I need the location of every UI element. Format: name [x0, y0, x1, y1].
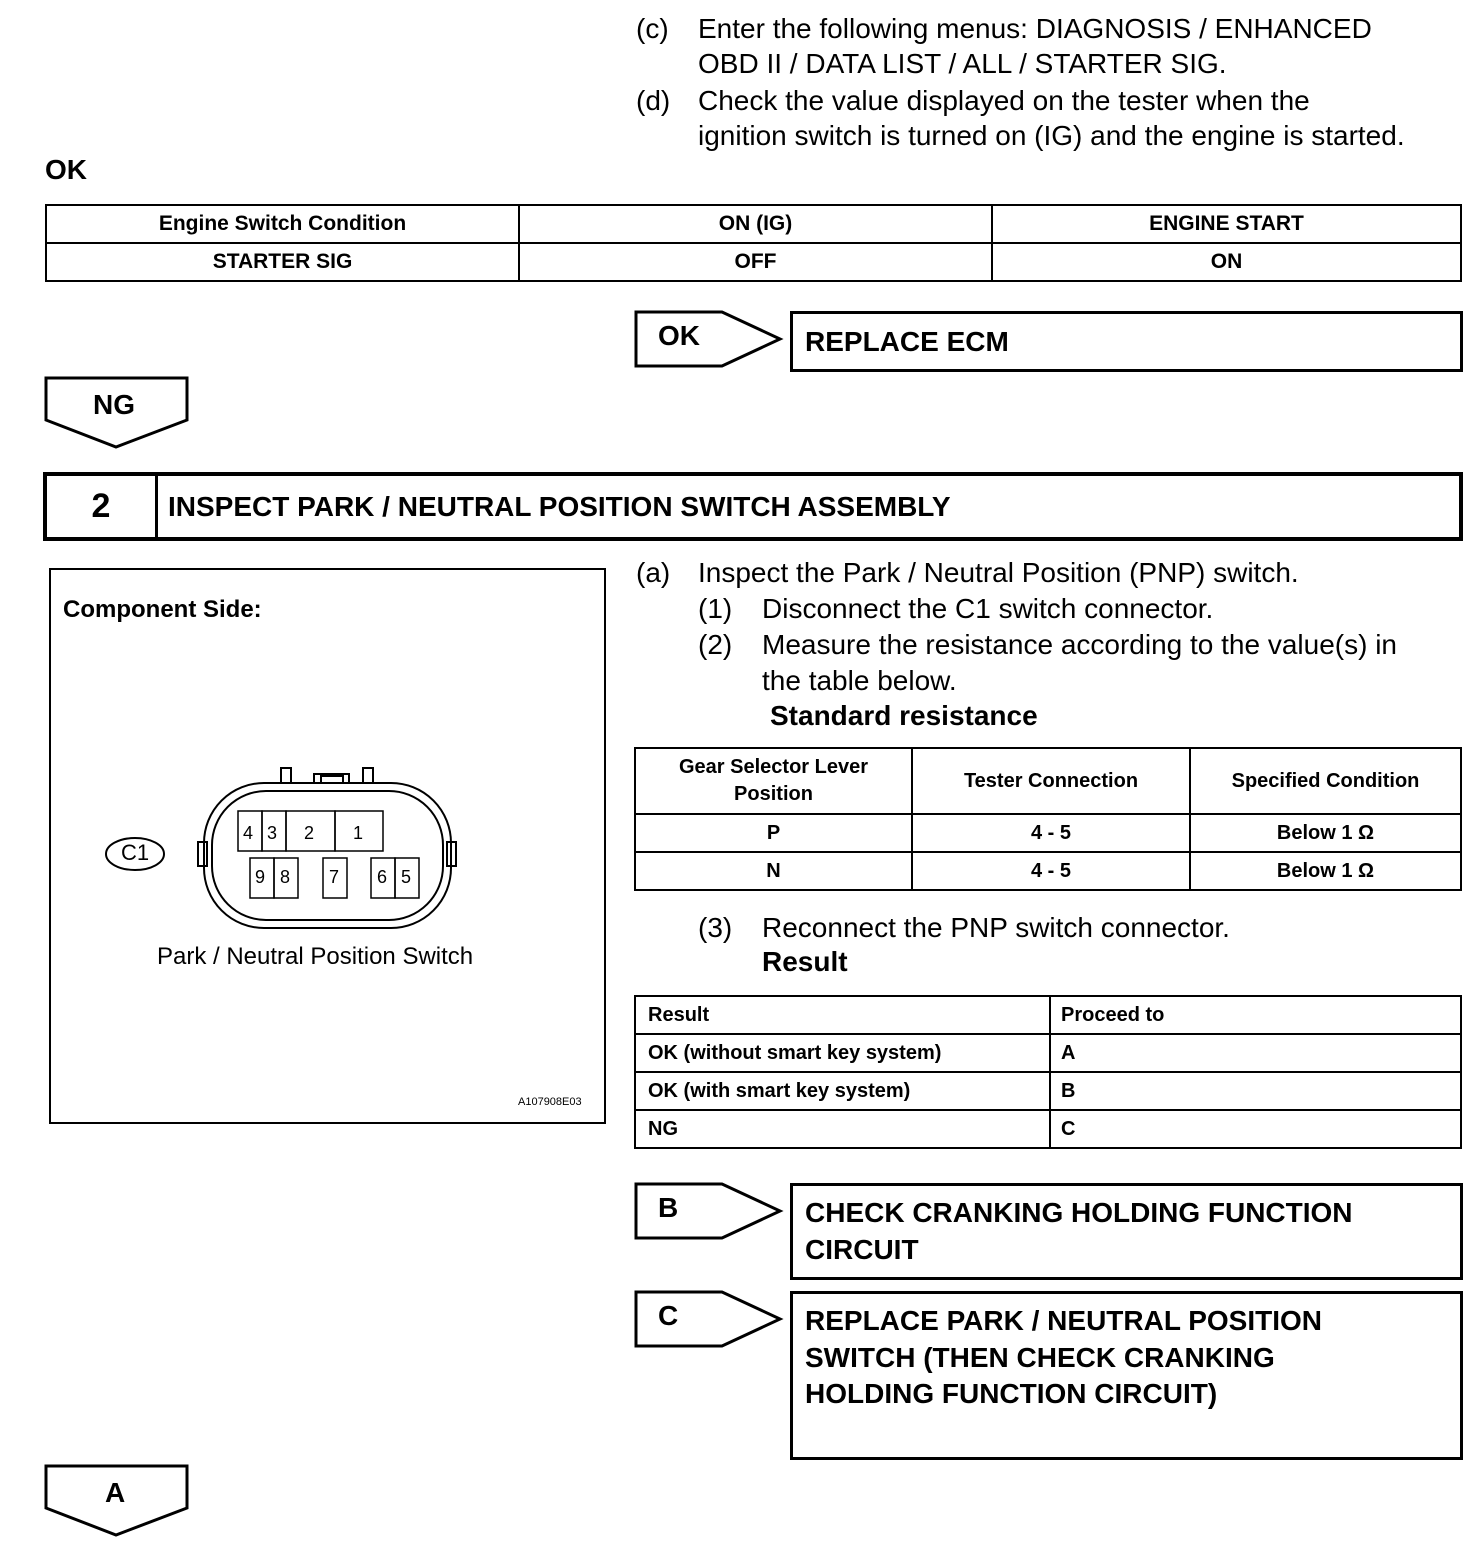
figure-caption: Park / Neutral Position Switch	[157, 943, 474, 970]
table-header-cell: Tester Connection	[912, 748, 1190, 814]
connector-label: C1	[121, 840, 150, 865]
section-number: 2	[91, 487, 111, 525]
table-cell: STARTER SIG	[46, 243, 519, 281]
table-cell: Below 1 Ω	[1190, 852, 1461, 890]
ok-flow-label: OK	[658, 320, 700, 351]
c-flow-tag	[634, 1290, 784, 1348]
section-title: INSPECT PARK / NEUTRAL POSITION SWITCH ASSEMBLY	[168, 491, 951, 522]
pin-label: 8	[280, 867, 291, 887]
step-d-label: (d)	[636, 85, 671, 116]
step-d-line1: Check the value displayed on the tester when the	[698, 85, 1310, 116]
b-flow-tag	[634, 1182, 784, 1240]
replace-pnp-line2: SWITCH (THEN CHECK CRANKING	[805, 1342, 1275, 1373]
table-header-cell: ENGINE START	[992, 205, 1461, 243]
replace-pnp-box	[790, 1291, 1463, 1460]
replace-pnp-line3: HOLDING FUNCTION CIRCUIT)	[805, 1378, 1218, 1409]
table-cell: 4 - 5	[912, 814, 1190, 852]
table-row	[46, 205, 1461, 243]
pin-label: 7	[329, 867, 340, 887]
step-c-line1: Enter the following menus: DIAGNOSIS / ENHANCED	[698, 13, 1372, 44]
pin-label: 2	[304, 823, 315, 843]
resistance-table	[634, 747, 1462, 891]
table-cell: ON	[992, 243, 1461, 281]
table-cell: OK (without smart key system)	[635, 1034, 1050, 1072]
table-cell: A	[1050, 1034, 1461, 1072]
table-cell: B	[1050, 1072, 1461, 1110]
step-3-label: (3)	[698, 912, 733, 943]
table-header-cell: Result	[635, 996, 1050, 1034]
a-flow-label: A	[105, 1477, 126, 1508]
table-cell: OK (with smart key system)	[635, 1072, 1050, 1110]
step-1-label: (1)	[698, 593, 733, 624]
step-2-line2: the table below.	[762, 665, 957, 696]
table-cell: 4 - 5	[912, 852, 1190, 890]
result-table	[634, 995, 1462, 1149]
pin-label: 6	[377, 867, 388, 887]
component-figure	[49, 568, 606, 1124]
step-1-text: Disconnect the C1 switch connector.	[762, 593, 1214, 624]
pin-label: 4	[243, 823, 254, 843]
header-line: Gear Selector Lever	[679, 756, 868, 778]
step-c-line2: OBD II / DATA LIST / ALL / STARTER SIG.	[698, 48, 1227, 79]
table-row	[635, 814, 1461, 852]
replace-ecm-text: REPLACE ECM	[805, 326, 1009, 357]
table-row	[635, 1034, 1461, 1072]
table-header-cell: ON (IG)	[519, 205, 992, 243]
step-d-line2: ignition switch is turned on (IG) and the engine is started.	[698, 120, 1405, 151]
pin-label: 9	[255, 867, 266, 887]
c-flow-label: C	[658, 1300, 679, 1331]
table-cell: Below 1 Ω	[1190, 814, 1461, 852]
table-header-cell: Engine Switch Condition	[46, 205, 519, 243]
step-a-text: Inspect the Park / Neutral Position (PNP) switch.	[698, 557, 1299, 588]
replace-ecm-box	[790, 311, 1463, 372]
table-row	[635, 996, 1461, 1034]
right-arrow-tag-icon	[634, 1290, 784, 1348]
header-line: Position	[734, 783, 813, 805]
figure-id: A107908E03	[518, 1096, 582, 1108]
pin-label: 3	[267, 823, 278, 843]
a-flow-tag	[44, 1464, 190, 1538]
pin-label: 1	[353, 823, 364, 843]
table-cell: N	[635, 852, 912, 890]
step-a-label: (a)	[636, 557, 671, 588]
ng-flow-tag	[44, 376, 190, 450]
check-cranking-line1: CHECK CRANKING HOLDING FUNCTION	[805, 1197, 1353, 1228]
table-row	[46, 243, 1461, 281]
step-2-line1: Measure the resistance according to the value(s) in	[762, 629, 1397, 660]
table-header-cell	[635, 748, 912, 814]
step-c-label: (c)	[636, 13, 669, 44]
step-2-label: (2)	[698, 629, 733, 660]
table-cell: P	[635, 814, 912, 852]
table-row	[635, 748, 1461, 814]
pin-label: 5	[401, 867, 412, 887]
table-cell: OFF	[519, 243, 992, 281]
table-cell: C	[1050, 1110, 1461, 1148]
result-label: Result	[762, 946, 848, 977]
check-cranking-line2: CIRCUIT	[805, 1234, 919, 1265]
section-2-header	[43, 472, 1463, 541]
table-cell: NG	[635, 1110, 1050, 1148]
standard-resistance-label: Standard resistance	[770, 700, 1038, 731]
ok-heading: OK	[45, 154, 87, 185]
starter-sig-table	[45, 204, 1462, 282]
check-cranking-box	[790, 1183, 1463, 1280]
step-3-text: Reconnect the PNP switch connector.	[762, 912, 1230, 943]
ng-flow-label: NG	[93, 389, 135, 420]
right-arrow-tag-icon	[634, 310, 784, 368]
table-row	[635, 1072, 1461, 1110]
section-number-cell	[47, 476, 158, 537]
replace-pnp-line1: REPLACE PARK / NEUTRAL POSITION	[805, 1305, 1323, 1336]
figure-heading: Component Side:	[63, 596, 262, 623]
table-row	[635, 852, 1461, 890]
ok-flow-tag	[634, 310, 784, 368]
table-header-cell: Specified Condition	[1190, 748, 1461, 814]
table-header-cell: Proceed to	[1050, 996, 1461, 1034]
table-row	[635, 1110, 1461, 1148]
b-flow-label: B	[658, 1192, 679, 1223]
right-arrow-tag-icon	[634, 1182, 784, 1240]
